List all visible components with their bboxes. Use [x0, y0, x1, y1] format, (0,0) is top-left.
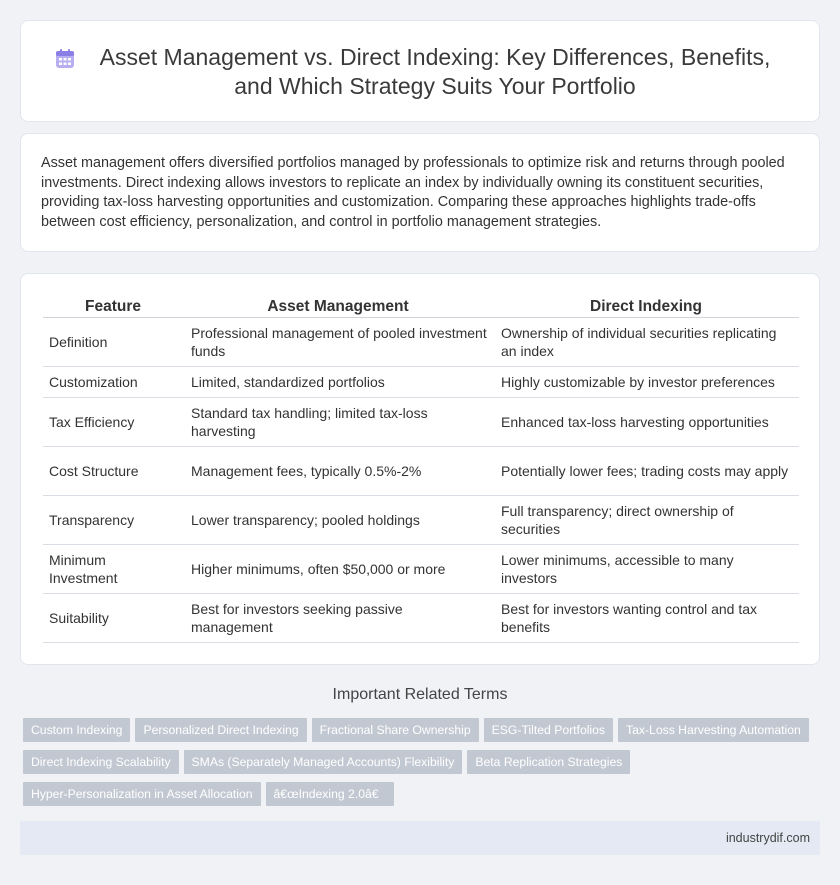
asset-management-cell: Standard tax handling; limited tax-loss harvesting	[183, 398, 493, 447]
comparison-card	[20, 273, 820, 665]
direct-indexing-cell: Enhanced tax-loss harvesting opportunities	[493, 398, 799, 447]
footer	[20, 821, 820, 855]
tag-smas-flexibility[interactable]: SMAs (Separately Managed Accounts) Flexibility	[184, 750, 463, 774]
table-row	[43, 447, 799, 496]
asset-management-cell: Lower transparency; pooled holdings	[183, 496, 493, 545]
intro-paragraph: Asset management offers diversified portfolios managed by professionals to optimize risk and returns through pooled investments. Direct indexing allows investors to replicate an index by individually owning its constituent securities, providing tax-loss harvesting opportunities and customization. Comparing these approaches highlights trade-offs between cost efficiency, personalization, and control in portfolio management strategies.	[41, 155, 785, 230]
tag-indexing-2[interactable]: â€œIndexing 2.0â€	[266, 782, 394, 806]
tag-custom-indexing[interactable]: Custom Indexing	[23, 718, 130, 742]
title-line-2: and Which Strategy Suits Your Portfolio	[234, 73, 636, 99]
related-terms-heading: Important Related Terms	[332, 686, 508, 703]
tag-fractional-share-ownership[interactable]: Fractional Share Ownership	[312, 718, 479, 742]
feature-cell: Transparency	[43, 496, 183, 545]
tag-personalized-direct-indexing[interactable]: Personalized Direct Indexing	[135, 718, 306, 742]
header-direct-indexing: Direct Indexing	[493, 296, 799, 318]
table-row	[43, 545, 799, 594]
feature-cell: Definition	[43, 318, 183, 367]
feature-cell: Customization	[43, 367, 183, 398]
tag-hyper-personalization[interactable]: Hyper-Personalization in Asset Allocation	[23, 782, 261, 806]
header-asset-management: Asset Management	[183, 296, 493, 318]
asset-management-cell: Limited, standardized portfolios	[183, 367, 493, 398]
title-line-1: Asset Management vs. Direct Indexing: Key Differences, Benefits,	[99, 44, 771, 70]
tag-beta-replication-strategies[interactable]: Beta Replication Strategies	[467, 750, 630, 774]
intro-card	[20, 133, 820, 252]
feature-cell: Minimum Investment	[43, 545, 183, 594]
table-row	[43, 594, 799, 643]
feature-cell: Suitability	[43, 594, 183, 643]
feature-cell: Tax Efficiency	[43, 398, 183, 447]
direct-indexing-cell: Full transparency; direct ownership of securities	[493, 496, 799, 545]
table-row	[43, 398, 799, 447]
footer-site-link[interactable]: industrydif.com	[725, 831, 810, 845]
table-row	[43, 318, 799, 367]
asset-management-cell: Professional management of pooled investment funds	[183, 318, 493, 367]
feature-cell: Cost Structure	[43, 447, 183, 496]
tag-direct-indexing-scalability[interactable]: Direct Indexing Scalability	[23, 750, 179, 774]
direct-indexing-cell: Highly customizable by investor preferences	[493, 367, 799, 398]
asset-management-cell: Management fees, typically 0.5%-2%	[183, 447, 493, 496]
table-header-row	[43, 296, 799, 318]
table-row	[43, 496, 799, 545]
direct-indexing-cell: Ownership of individual securities replicating an index	[493, 318, 799, 367]
tag-tax-loss-harvesting-automation[interactable]: Tax-Loss Harvesting Automation	[618, 718, 809, 742]
related-terms-list	[23, 718, 823, 814]
comparison-table	[43, 296, 799, 643]
direct-indexing-cell: Potentially lower fees; trading costs may apply	[493, 447, 799, 496]
tag-esg-tilted-portfolios[interactable]: ESG-Tilted Portfolios	[484, 718, 613, 742]
table-row	[43, 367, 799, 398]
direct-indexing-cell: Best for investors wanting control and tax benefits	[493, 594, 799, 643]
page-title	[21, 43, 819, 101]
header-feature: Feature	[43, 296, 183, 318]
asset-management-cell: Higher minimums, often $50,000 or more	[183, 545, 493, 594]
asset-management-cell: Best for investors seeking passive management	[183, 594, 493, 643]
header-card	[20, 20, 820, 122]
direct-indexing-cell: Lower minimums, accessible to many investors	[493, 545, 799, 594]
